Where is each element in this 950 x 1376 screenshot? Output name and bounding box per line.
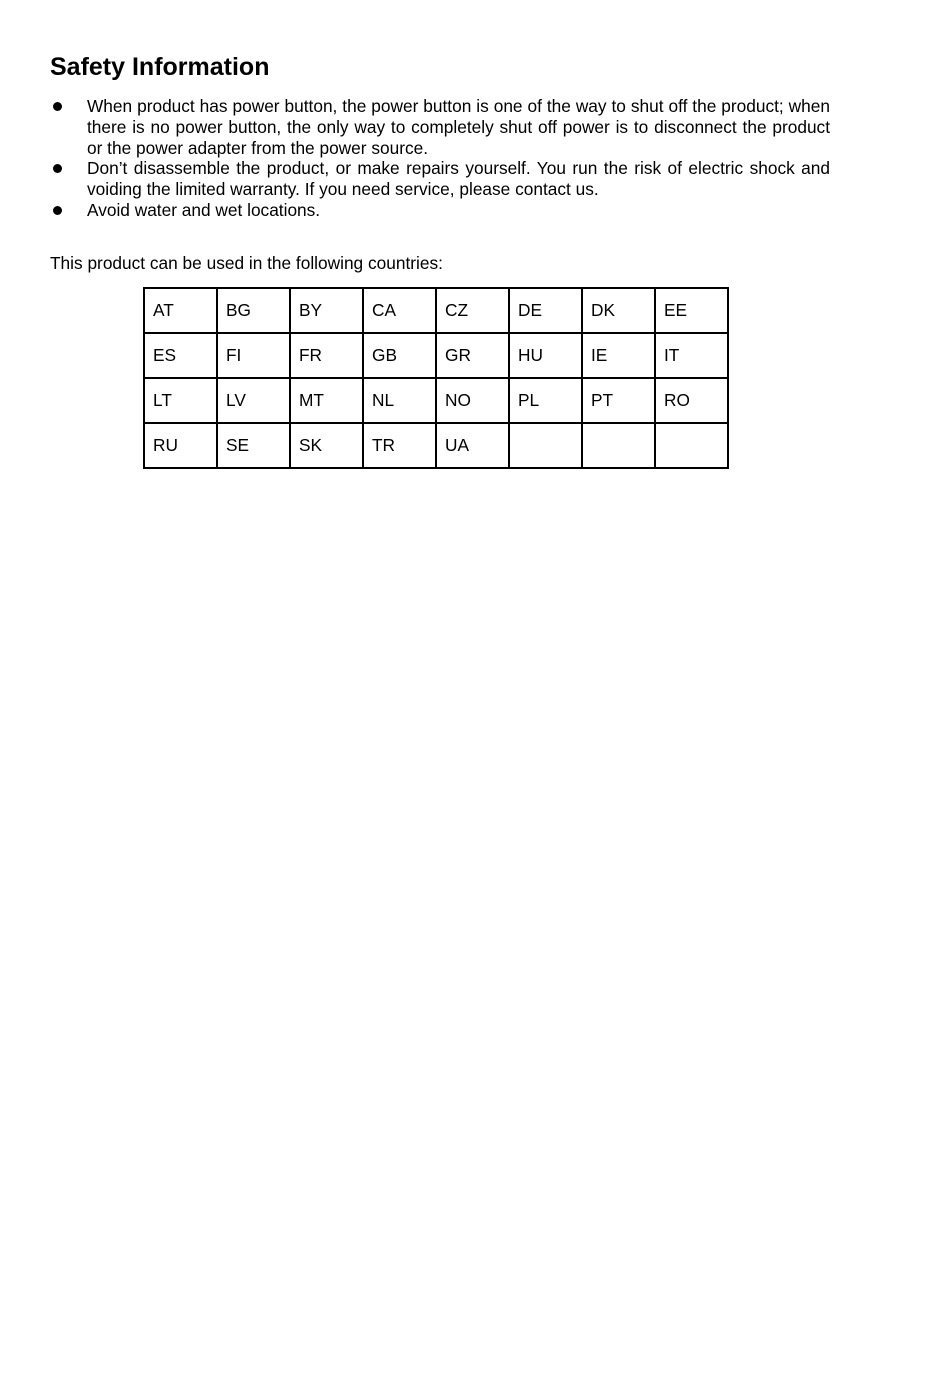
page-title: Safety Information (50, 53, 270, 81)
country-cell: TR (363, 423, 436, 468)
country-cell: EE (655, 288, 728, 333)
country-cell: CZ (436, 288, 509, 333)
bullet-icon (53, 164, 62, 173)
table-row (144, 378, 728, 423)
bullet-text: Avoid water and wet locations. (87, 199, 321, 220)
country-cell: HU (509, 333, 582, 378)
country-cell: ES (144, 333, 217, 378)
safety-bullet-item (50, 200, 830, 221)
country-cell: RU (144, 423, 217, 468)
country-cell: GB (363, 333, 436, 378)
bullet-text: Don’t disassemble the product, or make repairs yourself. You run the risk of electric shock and voiding the limited warranty. If you need service, please contact us. (87, 158, 830, 200)
country-cell: FI (217, 333, 290, 378)
country-table (143, 287, 729, 469)
country-cell: LT (144, 378, 217, 423)
country-cell: CA (363, 288, 436, 333)
country-cell: RO (655, 378, 728, 423)
country-cell: IT (655, 333, 728, 378)
bullet-text: When product has power button, the power button is one of the way to shut off the product; when there is no power button, the only way to completely shut off power is to disconnect the product or the power adapter from the power source. (87, 96, 830, 158)
country-cell: DK (582, 288, 655, 333)
country-cell: FR (290, 333, 363, 378)
country-cell: SK (290, 423, 363, 468)
bullet-icon (53, 102, 62, 111)
country-cell: DE (509, 288, 582, 333)
country-cell: PL (509, 378, 582, 423)
table-row (144, 333, 728, 378)
country-cell: AT (144, 288, 217, 333)
country-cell (582, 423, 655, 468)
country-cell: GR (436, 333, 509, 378)
country-cell (655, 423, 728, 468)
country-cell: BG (217, 288, 290, 333)
country-cell: LV (217, 378, 290, 423)
safety-bullet-item (50, 96, 830, 158)
safety-bullet-list (50, 96, 830, 221)
table-row (144, 288, 728, 333)
bullet-icon (53, 206, 62, 215)
country-cell: BY (290, 288, 363, 333)
countries-intro: This product can be used in the following countries: (50, 253, 443, 273)
country-cell: IE (582, 333, 655, 378)
country-cell: PT (582, 378, 655, 423)
safety-bullet-item (50, 158, 830, 200)
country-cell: SE (217, 423, 290, 468)
country-cell: MT (290, 378, 363, 423)
country-cell: UA (436, 423, 509, 468)
table-row (144, 423, 728, 468)
country-cell: NL (363, 378, 436, 423)
country-cell (509, 423, 582, 468)
country-cell: NO (436, 378, 509, 423)
